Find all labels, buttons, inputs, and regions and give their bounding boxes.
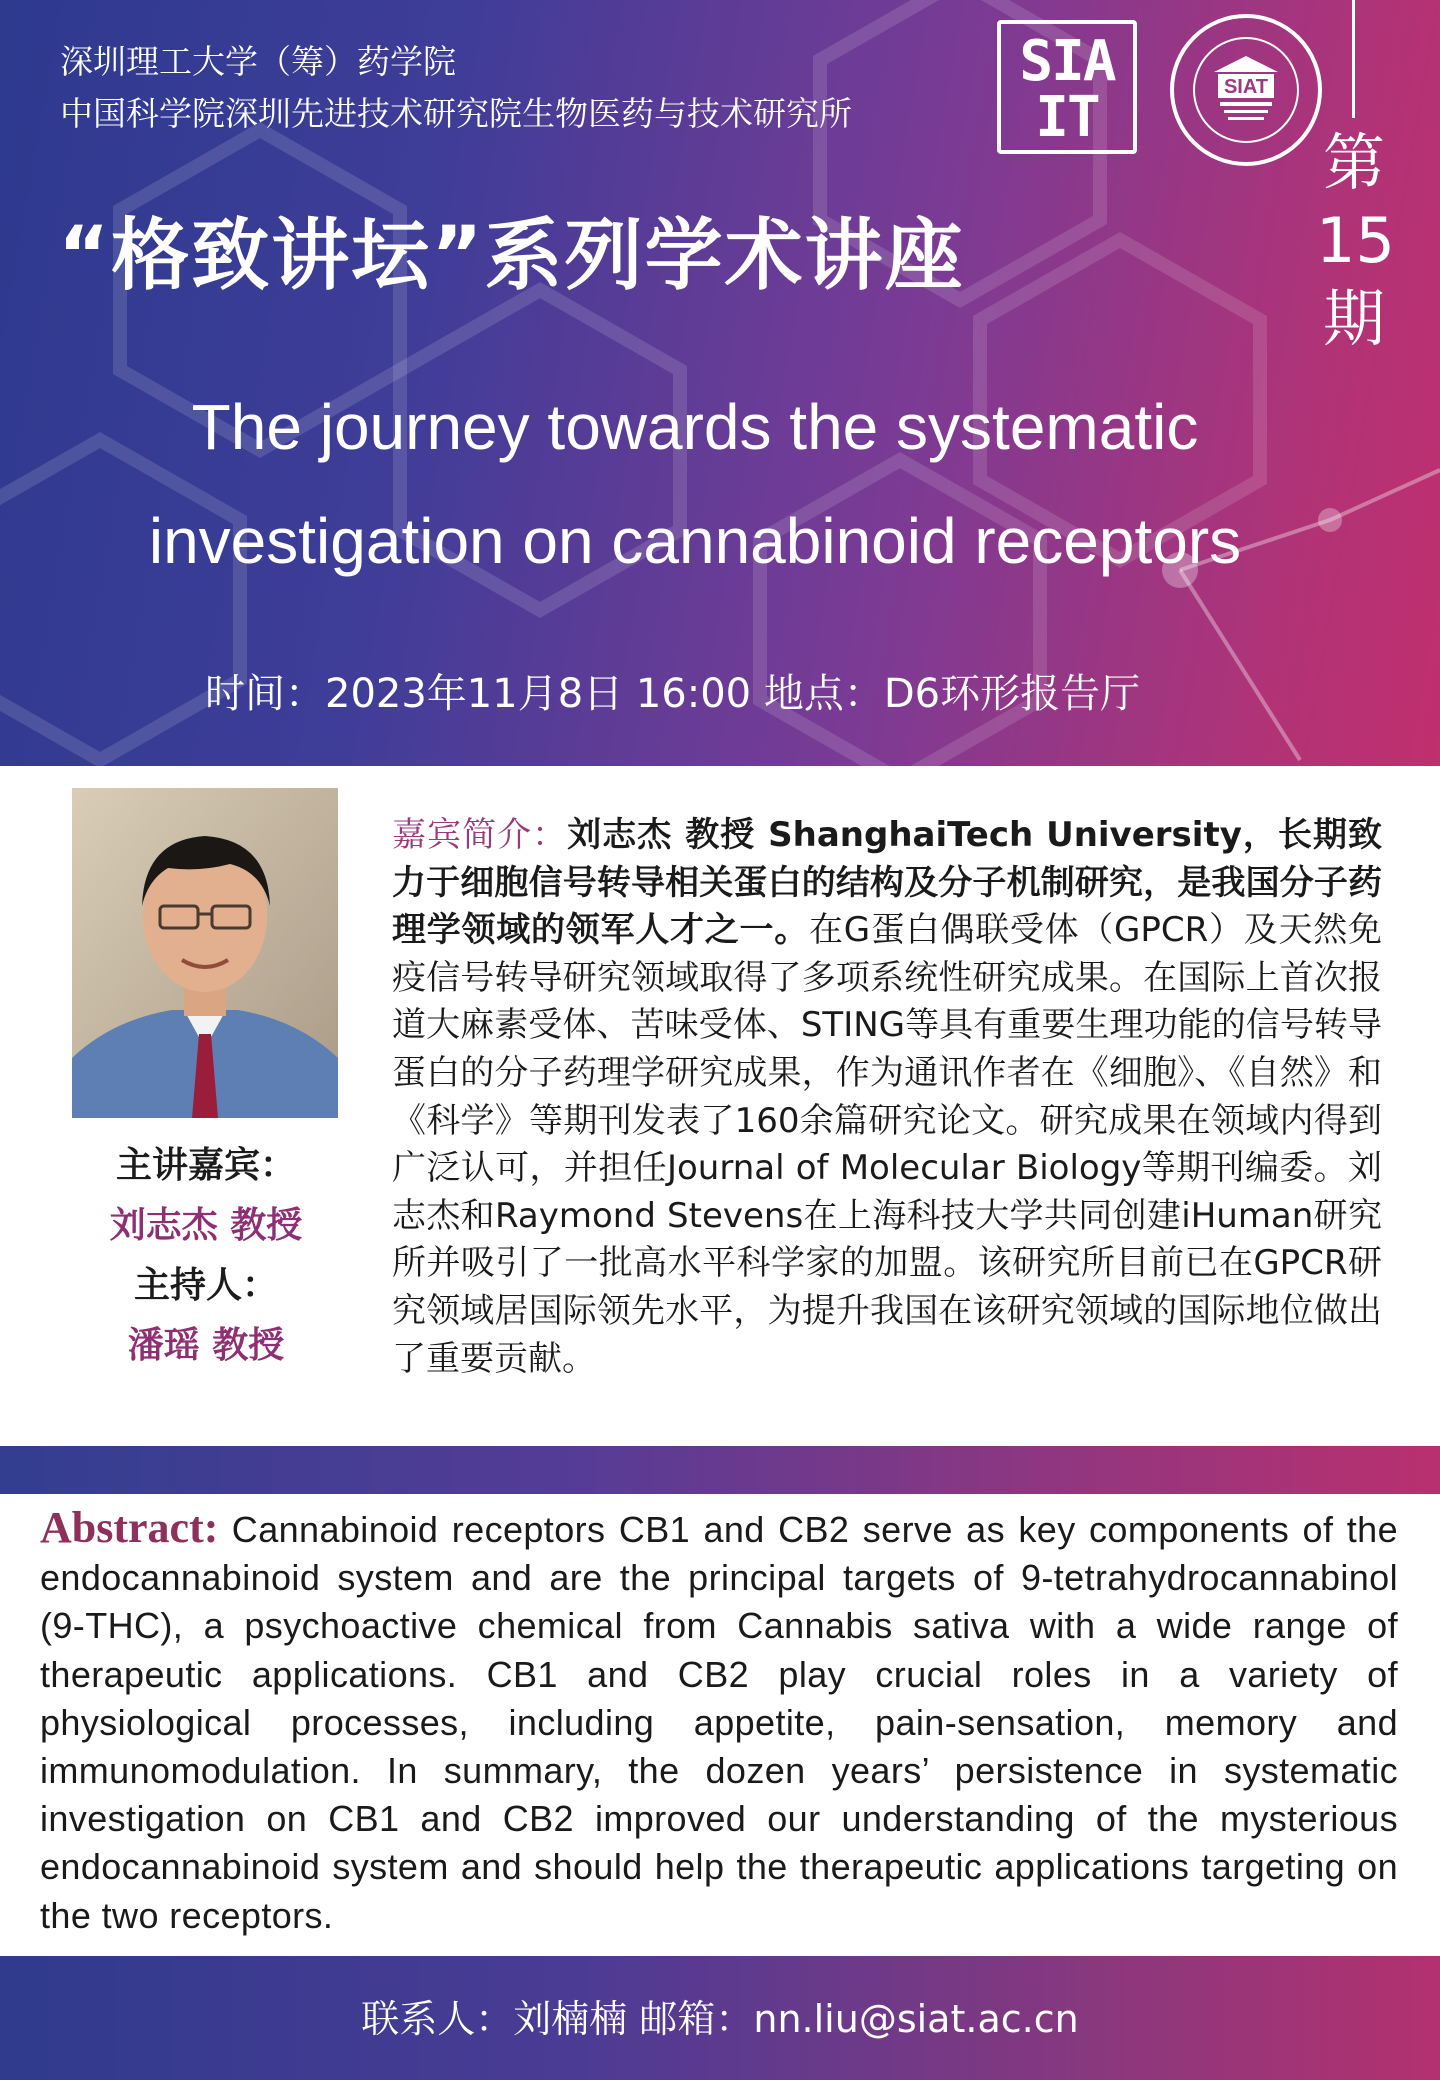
speaker-label: 主讲嘉宾： bbox=[115, 1145, 296, 1186]
host-name: 潘瑶 教授 bbox=[127, 1325, 285, 1366]
section-divider-band bbox=[0, 1446, 1440, 1494]
siat-seal-logo bbox=[1168, 12, 1324, 168]
bio-highlight: 刘志杰 教授 ShanghaiTech University，长期致力于细胞信号转导相关蛋白的结构及分子机制研究，是我国分子药理学领域的领军人才之一。 bbox=[392, 815, 1383, 951]
speaker-name: 刘志杰 教授 bbox=[109, 1205, 303, 1246]
guest-section bbox=[0, 766, 1440, 1446]
header-banner bbox=[0, 0, 1440, 766]
bio-label: 嘉宾简介： bbox=[392, 815, 568, 855]
svg-text:SIAT: SIAT bbox=[1223, 76, 1269, 98]
time-and-location: 时间：2023年11月8日 16:00 地点：D6环形报告厅 bbox=[205, 671, 1141, 717]
footer-band bbox=[0, 1956, 1440, 2080]
talk-title bbox=[0, 370, 1390, 598]
issue-number bbox=[1316, 124, 1395, 358]
host-label: 主持人： bbox=[133, 1265, 278, 1306]
org-line-institute: 中国科学院深圳先进技术研究院生物医药与技术研究所 bbox=[60, 94, 852, 133]
series-title: “格致讲坛”系列学术讲座 bbox=[58, 211, 965, 301]
talk-title-line-1: The journey towards the systematic bbox=[191, 391, 1199, 463]
contact-info: 联系人：刘楠楠 邮箱：nn.liu@siat.ac.cn bbox=[361, 1997, 1079, 2041]
bio-text: 在G蛋白偶联受体（GPCR）及天然免疫信号转导研究领域取得了多项系统性研究成果。在国际上首次报道大麻素受体、苦味受体、STING等具有重要生理功能的信号转导蛋白的分子药理学研究成果，作为通讯作者在《细胞》、《自然》和《科学》等期刊发表了160余篇研究论文。研究成果在领域内得到广泛认可，并担任Journal of Molecular Biology等期刊编委。刘志杰和Raymond Stevens在上海科技大学共同创建iHuman研究所并吸引了一批高水平科学家的加盟。该研究所目前已在GPCR研究领域居国际领先水平，为提升我国在该研究领域的国际地位做出了重要贡献。 bbox=[392, 910, 1383, 1379]
guest-bio bbox=[392, 812, 1382, 1383]
issue-suffix: 期 bbox=[1322, 282, 1385, 355]
issue-divider bbox=[1352, 0, 1355, 118]
abstract bbox=[40, 1504, 1398, 1940]
abstract-text: Cannabinoid receptors CB1 and CB2 serve as key components of the endocannabinoid system and are the principal targets of 9-tetrahydrocannabinol (9-THC), a psychoactive chemical from Cannabis sativa with a wide range of therapeutic applications. CB1 and CB2 play crucial roles in a variety of physiological processes, including appetite, pain-sensation, memory and immunomodulation. In summary, the dozen years’ persistence in systematic investigation on CB1 and CB2 improved our understanding of the mysterious endocannabinoid system and should help the therapeutic applications targeting on the two receptors. bbox=[40, 1509, 1398, 1936]
speaker-photo bbox=[72, 788, 338, 1118]
issue-value: 15 bbox=[1316, 204, 1395, 277]
abstract-label: Abstract: bbox=[40, 1503, 219, 1552]
issue-prefix: 第 bbox=[1322, 126, 1385, 199]
org-line-university: 深圳理工大学（筹）药学院 bbox=[60, 42, 456, 81]
sznuts-logo: SIA IT bbox=[997, 20, 1137, 154]
talk-title-line-2: investigation on cannabinoid receptors bbox=[148, 505, 1242, 577]
